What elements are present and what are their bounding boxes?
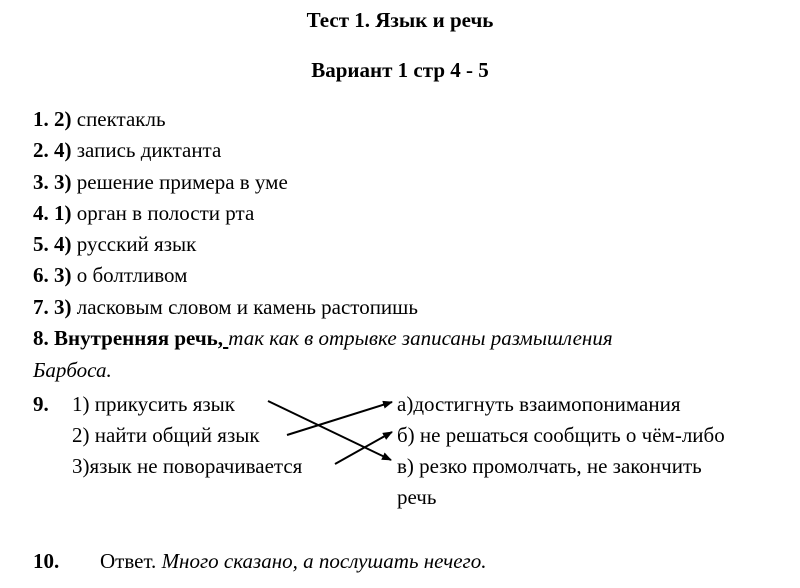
answer-number: 2. 4) xyxy=(33,138,72,162)
answer-number: 8. Внутренняя речь, xyxy=(33,326,224,350)
answer-text: Много сказано, а послушать нечего. xyxy=(161,549,487,573)
q10-answer xyxy=(100,549,487,574)
answer-text: орган в полости рта xyxy=(76,201,255,225)
q9-right-c: в) резко промолчать, не закончить xyxy=(397,454,702,478)
q9-left-2: 2) найти общий язык xyxy=(72,423,260,447)
answer-text: ласковым словом и камень растопишь xyxy=(76,295,418,319)
arrow-1-to-v xyxy=(268,401,391,460)
answer-text: запись диктанта xyxy=(76,138,222,162)
q9-number: 9. xyxy=(33,392,49,416)
answer-text: так как в отрывке записаны размышления xyxy=(228,326,613,350)
answer-number: 7. 3) xyxy=(33,295,72,319)
answer-label: Ответ. xyxy=(100,549,157,573)
answer-8-continued: Барбоса. xyxy=(33,358,112,382)
answer-text: спектакль xyxy=(76,107,166,131)
answer-number: 6. 3) xyxy=(33,263,72,287)
answer-number: 4. 1) xyxy=(33,201,72,225)
q9-left-3: 3)язык не поворачивается xyxy=(72,454,303,478)
answer-text: о болтливом xyxy=(76,263,188,287)
answer-text: русский язык xyxy=(76,232,197,256)
answer-number: 1. 2) xyxy=(33,107,72,131)
q9-left-1: 1) прикусить язык xyxy=(72,392,235,416)
answer-text: решение примера в уме xyxy=(76,170,288,194)
answer-number: 3. 3) xyxy=(33,170,72,194)
q9-right-c-continued: речь xyxy=(397,485,437,509)
variant-subtitle: Вариант 1 стр 4 - 5 xyxy=(311,58,489,82)
q9-right-b: б) не решаться сообщить о чём-либо xyxy=(397,423,725,447)
page-title: Тест 1. Язык и речь xyxy=(306,8,494,32)
q10-number: 10. xyxy=(33,549,60,573)
q9-right-a: а)достигнуть взаимопонимания xyxy=(397,392,681,416)
answer-number: 5. 4) xyxy=(33,232,72,256)
